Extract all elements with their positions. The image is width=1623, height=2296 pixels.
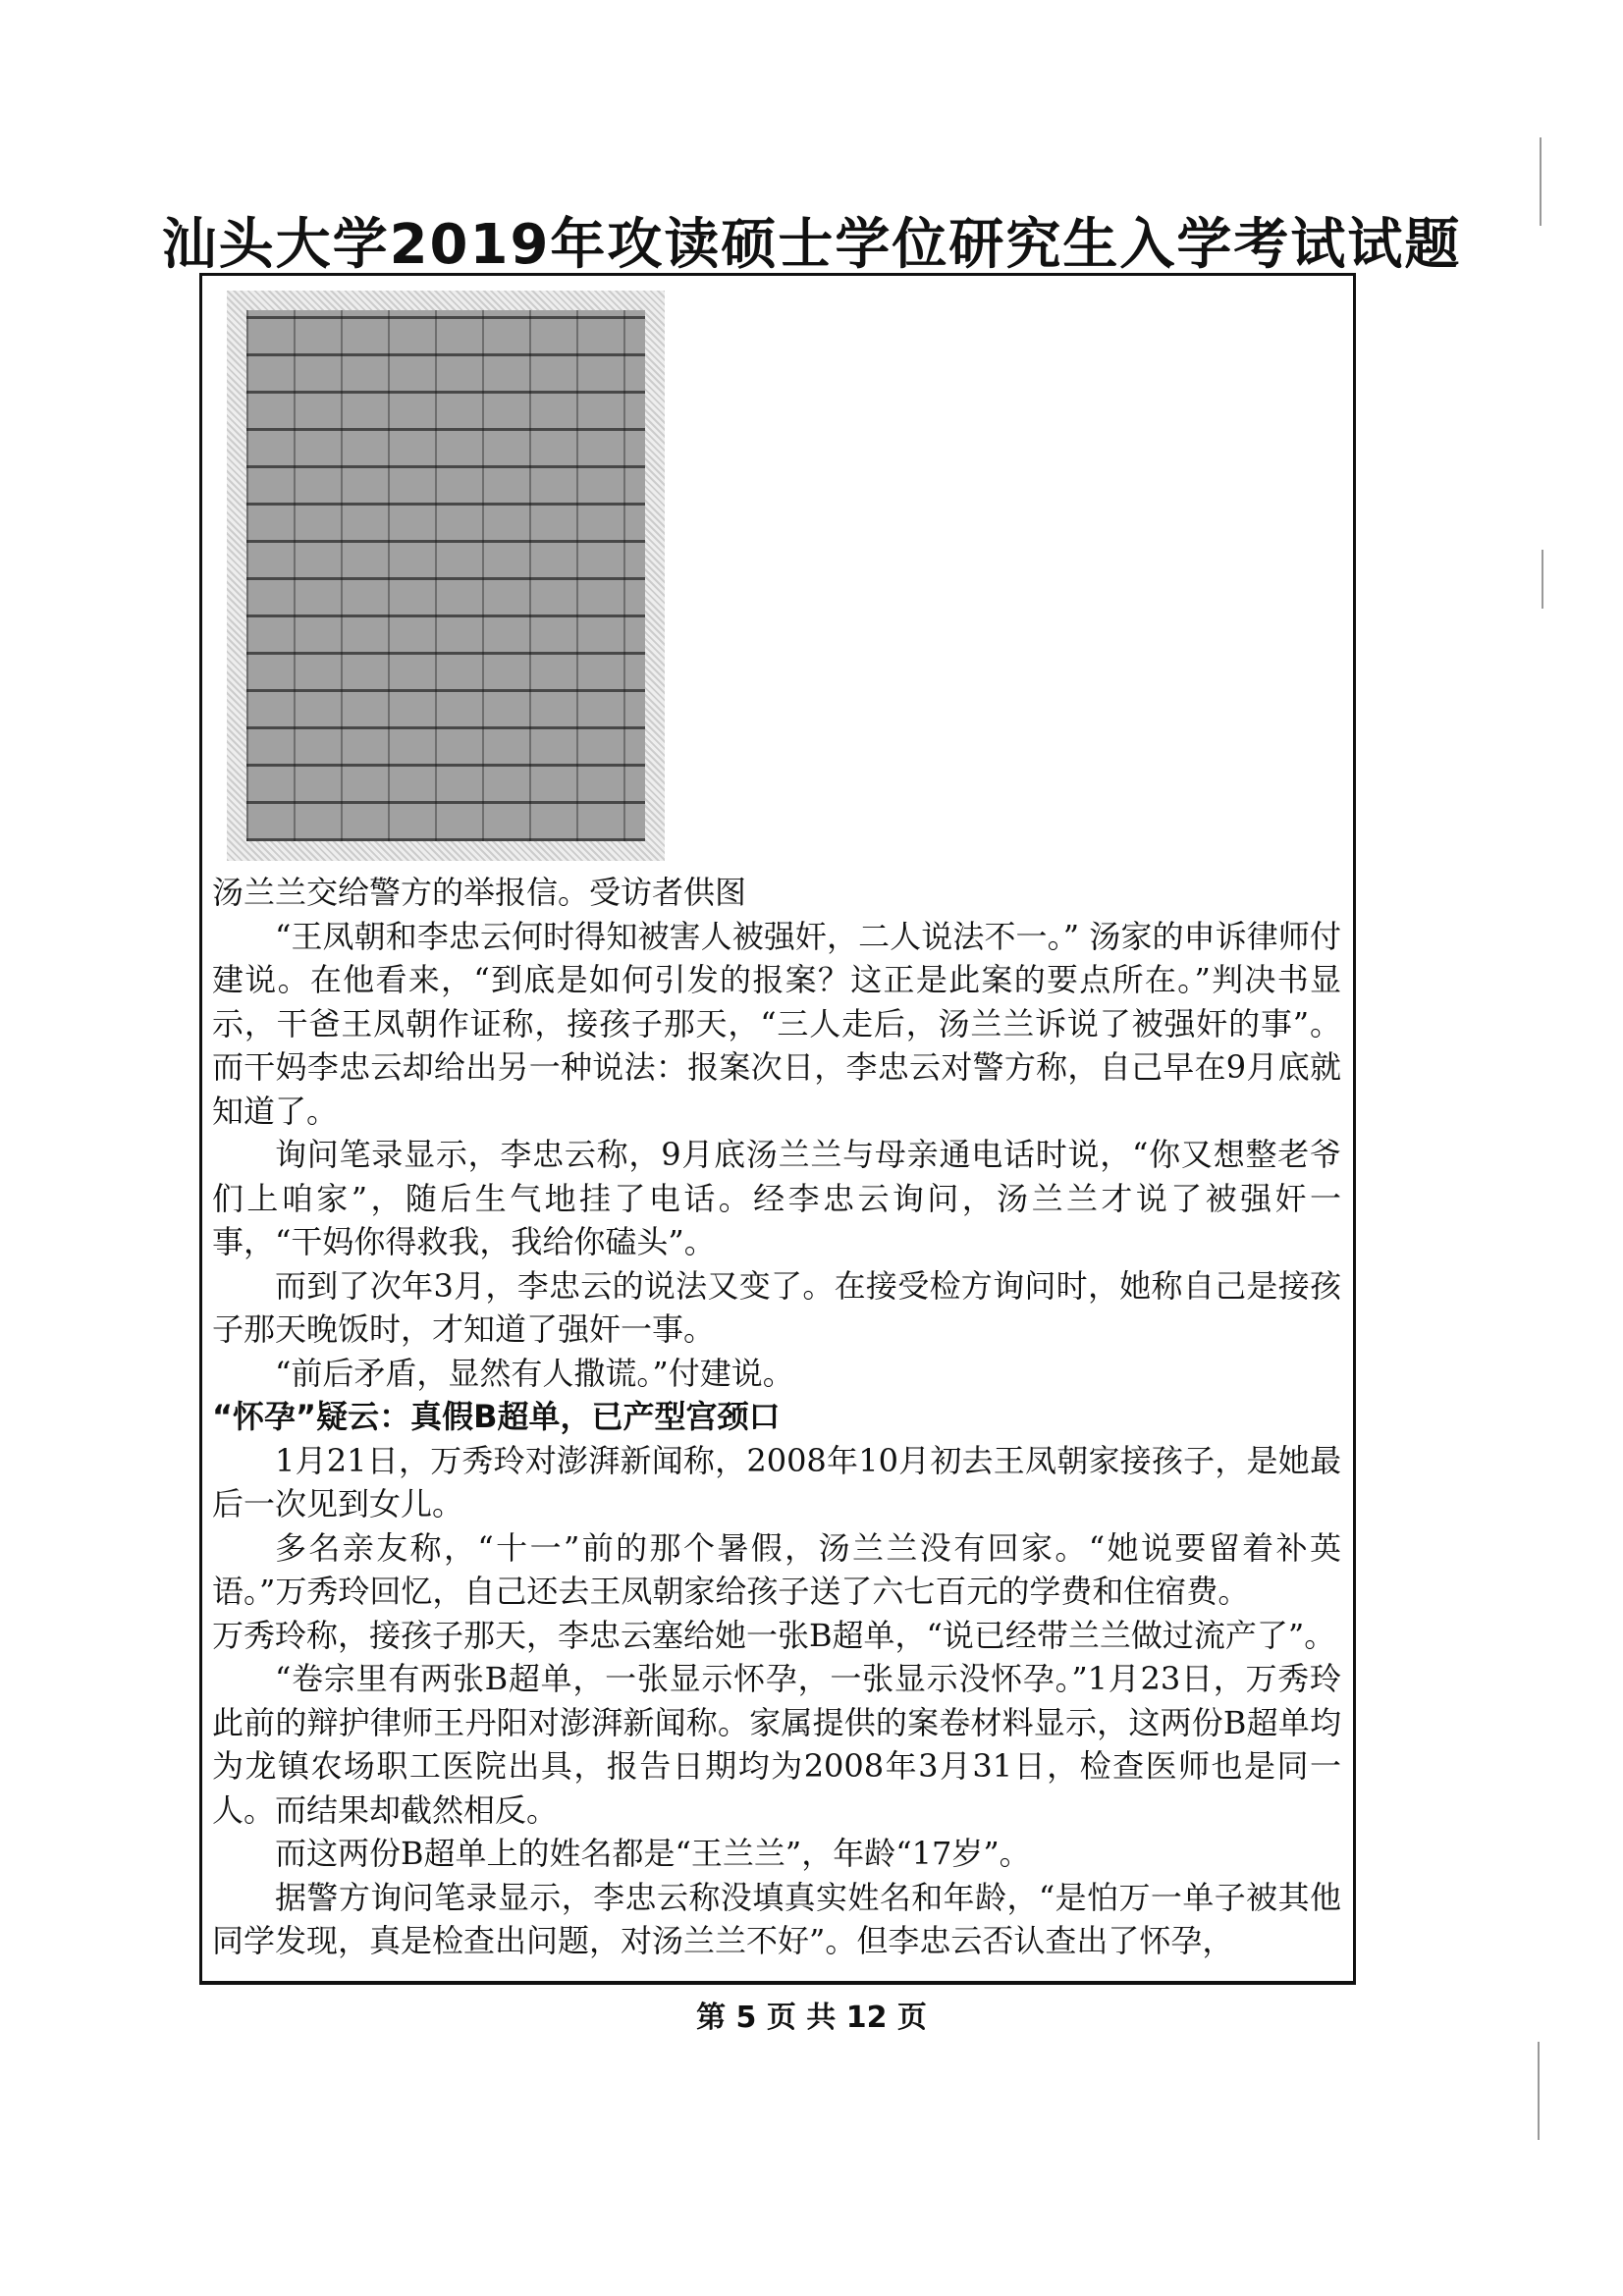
paragraph: 而这两份B超单上的姓名都是“王兰兰”，年龄“17岁”。	[275, 1835, 1031, 1872]
page-number: 第 5 页 共 12 页	[696, 2001, 927, 2035]
paragraph: 万秀玲称，接孩子那天，李忠云塞给她一张B超单，“说已经带兰兰做过流产了”。	[212, 1616, 1336, 1654]
paragraph: “王凤朝和李忠云何时得知被害人被强奸，二人说法不一。” 汤家的申诉律师付建说。在他看来，“到底是如何引发的报案？这正是此案的要点所在。”判决书显示，干爸王凤朝作证称，接孩子那天，“三人走后，汤兰兰诉说了被强奸的事”。而干妈李忠云却给出另一种说法：报案次日，李忠云对警方称，自己早在9月底就知道了。	[212, 917, 1341, 1130]
paragraph: 1月21日，万秀玲对澎湃新闻称，2008年10月初去王凤朝家接孩子，是她最后一次见到女儿。	[212, 1441, 1341, 1522]
paragraph: “前后矛盾，显然有人撒谎。”付建说。	[275, 1354, 794, 1392]
paragraph: 多名亲友称，“十一”前的那个暑假，汤兰兰没有回家。“她说要留着补英语。”万秀玲回忆，自己还去王凤朝家给孩子送了六七百元的学费和住宿费。	[212, 1528, 1341, 1610]
scan-mark	[1542, 550, 1543, 609]
paragraph: “卷宗里有两张B超单，一张显示怀孕，一张显示没怀孕。”1月23日，万秀玲此前的辩护律师王丹阳对澎湃新闻称。家属提供的案卷材料显示，这两份B超单均为龙镇农场职工医院出具，报告日期均为2008年3月31日，检查医师也是同一人。而结果却截然相反。	[212, 1660, 1341, 1829]
content-frame	[199, 273, 1356, 1985]
paragraph: 询问笔录显示，李忠云称，9月底汤兰兰与母亲通电话时说，“你又想整老爷们上咱家”，随后生气地挂了电话。经李忠云询问，汤兰兰才说了被强奸一事，“干妈你得救我，我给你磕头”。	[212, 1136, 1341, 1260]
section-heading: “怀孕”疑云：真假B超单，已产型宫颈口	[212, 1398, 781, 1435]
scan-mark	[1538, 2042, 1540, 2140]
exam-title: 汕头大学2019年攻读硕士学位研究生入学考试试题	[161, 213, 1462, 277]
paragraph: 而到了次年3月，李忠云的说法又变了。在接受检方询问时，她称自己是接孩子那天晚饭时，才知道了强奸一事。	[212, 1266, 1341, 1348]
paragraph: 据警方询问笔录显示，李忠云称没填真实姓名和年龄，“是怕万一单子被其他同学发现，真是检查出问题，对汤兰兰不好”。但李忠云否认查出了怀孕，	[212, 1878, 1341, 1959]
article-body	[212, 871, 1341, 1963]
photo-caption: 汤兰兰交给警方的举报信。受访者供图	[212, 874, 747, 911]
report-letter-photo	[246, 310, 645, 841]
scan-mark	[1540, 137, 1542, 226]
